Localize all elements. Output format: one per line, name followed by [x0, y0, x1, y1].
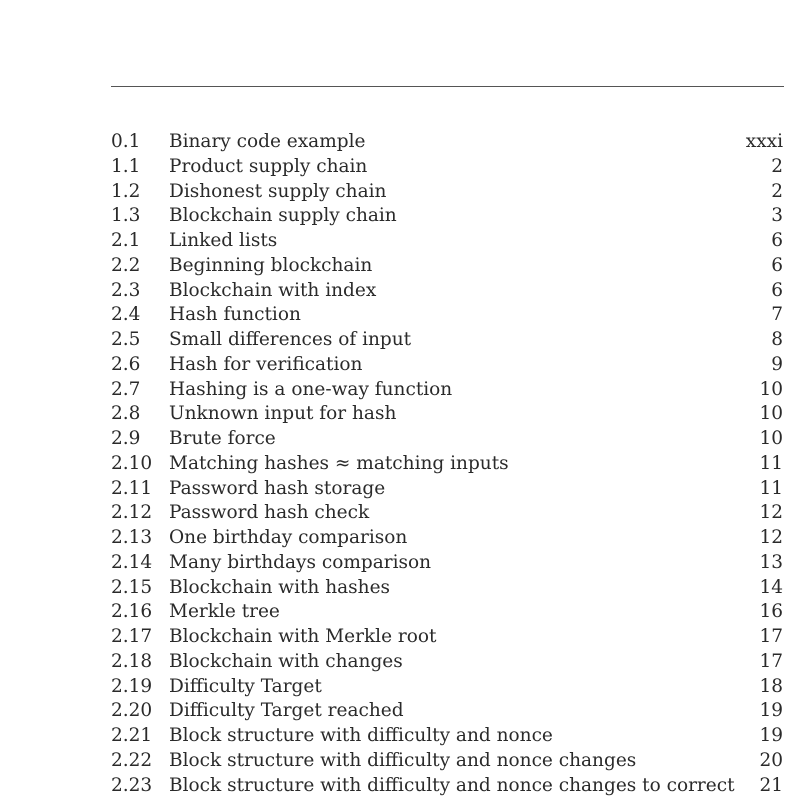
- figure-number: 2.17: [111, 626, 153, 647]
- page-number: 11: [759, 452, 783, 474]
- figure-number: 1.3: [111, 205, 141, 227]
- list-item: [111, 254, 783, 279]
- figure-number: 2.15: [111, 576, 153, 598]
- page-number: 6: [771, 230, 783, 251]
- figure-title: Hash for verification: [169, 353, 363, 375]
- page-number: 9: [771, 353, 783, 375]
- figure-title: Many birthdays comparison: [169, 551, 432, 573]
- list-item: [111, 378, 783, 403]
- list-item: [111, 526, 783, 551]
- list-item: [111, 477, 783, 502]
- list-item: [111, 180, 783, 205]
- figure-number: 2.10: [111, 452, 153, 474]
- figure-number: 2.1: [111, 230, 141, 251]
- list-item: [111, 699, 783, 724]
- list-item: [111, 427, 783, 452]
- list-item: [111, 353, 783, 378]
- page-number: 10: [759, 403, 783, 425]
- figure-number: 2.16: [111, 601, 153, 623]
- page-number: 3: [771, 205, 783, 227]
- figure-number: 2.14: [111, 551, 153, 573]
- page-number: 19: [759, 700, 783, 722]
- page-number: 17: [759, 626, 783, 647]
- list-item: [111, 402, 783, 427]
- list-item: [111, 749, 783, 774]
- figure-number: 2.8: [111, 403, 141, 425]
- list-item: [111, 452, 783, 477]
- page-number: 2: [771, 180, 783, 202]
- page-number: 17: [759, 650, 783, 672]
- figure-number: 2.23: [111, 774, 153, 796]
- figure-title: Small differences of input: [169, 329, 412, 350]
- figure-number: 2.7: [111, 378, 141, 400]
- figure-title: Blockchain with Merkle root: [169, 626, 437, 647]
- list-item: [111, 155, 783, 180]
- figure-number: 1.1: [111, 155, 141, 177]
- figure-number: 2.4: [111, 304, 141, 326]
- figure-title: Difficulty Target: [169, 675, 322, 697]
- figure-number: 2.6: [111, 353, 141, 375]
- page-number: 12: [759, 527, 783, 548]
- figure-title: Binary code example: [169, 131, 366, 152]
- figure-title: Hash function: [169, 304, 301, 326]
- page-number: 10: [759, 378, 783, 400]
- figure-title: Linked lists: [169, 230, 278, 251]
- figure-number: 1.2: [111, 180, 141, 202]
- page-number: 6: [771, 279, 783, 301]
- figure-title: Blockchain with index: [169, 279, 377, 301]
- page-number: 10: [759, 428, 783, 449]
- list-item: [111, 774, 783, 799]
- list-item: [111, 551, 783, 576]
- page-number: 8: [771, 329, 783, 350]
- page-number: 12: [759, 502, 783, 524]
- figure-number: 2.18: [111, 650, 153, 672]
- figure-title: One birthday comparison: [169, 527, 408, 548]
- figure-title: Beginning blockchain: [169, 254, 373, 276]
- page-number: 2: [771, 155, 783, 177]
- figure-title: Block structure with difficulty and nonce: [169, 725, 553, 746]
- figure-title: Merkle tree: [169, 601, 280, 623]
- page-number: 7: [771, 304, 783, 326]
- figure-number: 2.22: [111, 749, 153, 771]
- list-item: [111, 724, 783, 749]
- list-item: [111, 576, 783, 601]
- page-number: 18: [759, 675, 783, 697]
- figure-title: Brute force: [169, 428, 276, 449]
- page-number: 13: [759, 551, 783, 573]
- page-number: 6: [771, 254, 783, 276]
- list-item: [111, 303, 783, 328]
- figure-number: 2.11: [111, 477, 153, 499]
- list-of-figures: [111, 130, 783, 798]
- figure-number: 2.9: [111, 428, 141, 449]
- figure-title: Block structure with difficulty and nonce changes to correct: [169, 774, 735, 796]
- page-number: 14: [759, 576, 783, 598]
- figure-title: Matching hashes ≈ matching inputs: [169, 452, 509, 474]
- figure-number: 2.21: [111, 725, 153, 746]
- figure-number: 2.5: [111, 329, 141, 350]
- figure-title: Hashing is a one-way function: [169, 378, 453, 400]
- figure-title: Password hash storage: [169, 477, 386, 499]
- list-item: [111, 279, 783, 304]
- list-item: [111, 229, 783, 254]
- list-item: [111, 204, 783, 229]
- page-number: 19: [759, 725, 783, 746]
- figure-title: Blockchain supply chain: [169, 205, 397, 227]
- figure-number: 2.13: [111, 527, 153, 548]
- figure-title: Difficulty Target reached: [169, 700, 404, 722]
- page-number: 21: [759, 774, 783, 796]
- figure-title: Password hash check: [169, 502, 370, 524]
- figure-title: Blockchain with changes: [169, 650, 403, 672]
- figure-title: Block structure with difficulty and nonce changes: [169, 749, 637, 771]
- figure-number: 2.20: [111, 700, 153, 722]
- header-rule: [111, 86, 784, 87]
- page-number: 16: [759, 601, 783, 623]
- list-item: [111, 675, 783, 700]
- figure-number: 2.3: [111, 279, 141, 301]
- list-item: [111, 650, 783, 675]
- figure-title: Dishonest supply chain: [169, 180, 387, 202]
- list-item: [111, 501, 783, 526]
- list-item: [111, 130, 783, 155]
- figure-number: 0.1: [111, 131, 141, 152]
- figure-title: Product supply chain: [169, 155, 368, 177]
- list-item: [111, 625, 783, 650]
- figure-title: Unknown input for hash: [169, 403, 397, 425]
- page-number: xxxi: [745, 131, 783, 152]
- figure-title: Blockchain with hashes: [169, 576, 391, 598]
- figure-number: 2.19: [111, 675, 153, 697]
- page-number: 11: [759, 477, 783, 499]
- figure-number: 2.12: [111, 502, 153, 524]
- list-item: [111, 328, 783, 353]
- figure-number: 2.2: [111, 254, 141, 276]
- page-number: 20: [759, 749, 783, 771]
- list-item: [111, 600, 783, 625]
